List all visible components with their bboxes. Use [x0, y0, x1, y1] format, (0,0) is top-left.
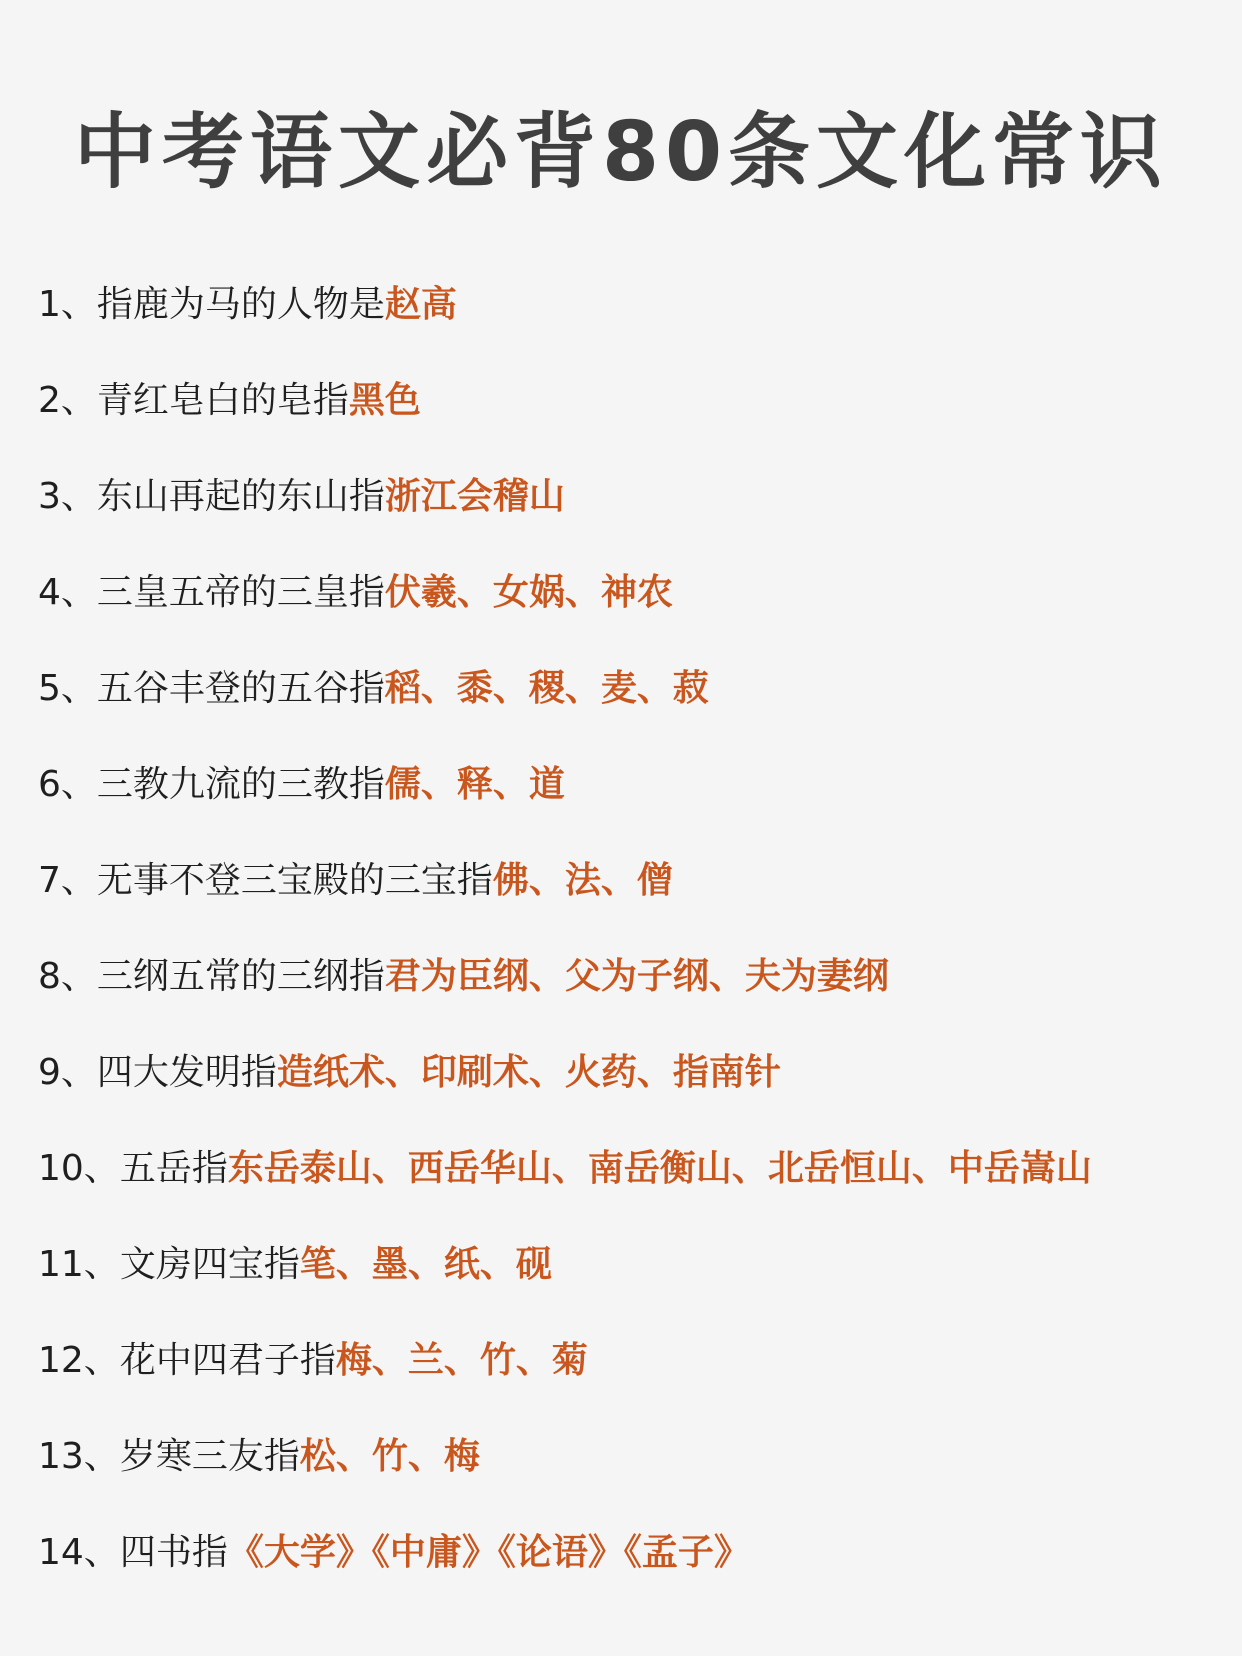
item-question: 文房四宝指: [119, 1244, 300, 1285]
item-number: 9、: [38, 1052, 97, 1093]
item-answer: 《大学》《中庸》《论语》《孟子》: [227, 1532, 750, 1573]
item-question: 花中四君子指: [119, 1340, 336, 1381]
item-number: 8、: [38, 956, 97, 997]
list-item: [38, 1241, 1228, 1337]
item-question: 五岳指: [119, 1148, 228, 1189]
list-item: [38, 761, 1228, 857]
item-question: 四大发明指: [96, 1052, 277, 1093]
item-number: 10、: [38, 1148, 120, 1189]
item-number: 11、: [38, 1244, 120, 1285]
item-answer: 浙江会稽山: [384, 476, 565, 517]
list-item: [38, 1337, 1228, 1433]
list-item: [38, 569, 1228, 665]
list-item: [38, 377, 1228, 473]
item-question: 三教九流的三教指: [96, 764, 385, 805]
item-number: 1、: [38, 284, 97, 325]
page-title: 中考语文必背80条文化常识: [73, 105, 1169, 200]
item-answer: 笔、墨、纸、砚: [299, 1244, 552, 1285]
item-answer: 造纸术、印刷术、火药、指南针: [276, 1052, 781, 1093]
item-number: 7、: [38, 860, 97, 901]
list-item: [38, 281, 1228, 377]
item-question: 三皇五帝的三皇指: [96, 572, 385, 613]
item-number: 2、: [38, 380, 97, 421]
item-answer: 伏羲、女娲、神农: [384, 572, 673, 613]
item-number: 12、: [38, 1340, 120, 1381]
list-item: [38, 1529, 1228, 1625]
item-answer: 松、竹、梅: [299, 1436, 480, 1477]
item-question: 五谷丰登的五谷指: [96, 668, 385, 709]
item-question: 青红皂白的皂指: [96, 380, 349, 421]
list-item: [38, 857, 1228, 953]
item-answer: 赵高: [384, 284, 457, 325]
item-answer: 黑色: [348, 380, 421, 421]
list-item: [38, 1145, 1228, 1241]
list-item: [38, 953, 1228, 1049]
item-number: 4、: [38, 572, 97, 613]
item-number: 14、: [38, 1532, 120, 1573]
item-answer: 梅、兰、竹、菊: [335, 1340, 588, 1381]
list-item: [38, 665, 1228, 761]
item-number: 3、: [38, 476, 97, 517]
list-item: [38, 1049, 1228, 1145]
item-answer: 东岳泰山、西岳华山、南岳衡山、北岳恒山、中岳嵩山: [227, 1148, 1092, 1189]
knowledge-list: [38, 281, 1228, 1625]
item-answer: 稻、黍、稷、麦、菽: [384, 668, 709, 709]
item-number: 13、: [38, 1436, 120, 1477]
item-question: 四书指: [119, 1532, 228, 1573]
item-question: 东山再起的东山指: [96, 476, 385, 517]
list-item: [38, 473, 1228, 569]
item-answer: 儒、释、道: [384, 764, 565, 805]
item-question: 指鹿为马的人物是: [96, 284, 385, 325]
item-question: 三纲五常的三纲指: [96, 956, 385, 997]
item-number: 5、: [38, 668, 97, 709]
item-answer: 君为臣纲、父为子纲、夫为妻纲: [384, 956, 889, 997]
list-item: [38, 1433, 1228, 1529]
item-number: 6、: [38, 764, 97, 805]
item-question: 无事不登三宝殿的三宝指: [96, 860, 493, 901]
item-question: 岁寒三友指: [119, 1436, 300, 1477]
item-answer: 佛、法、僧: [492, 860, 673, 901]
